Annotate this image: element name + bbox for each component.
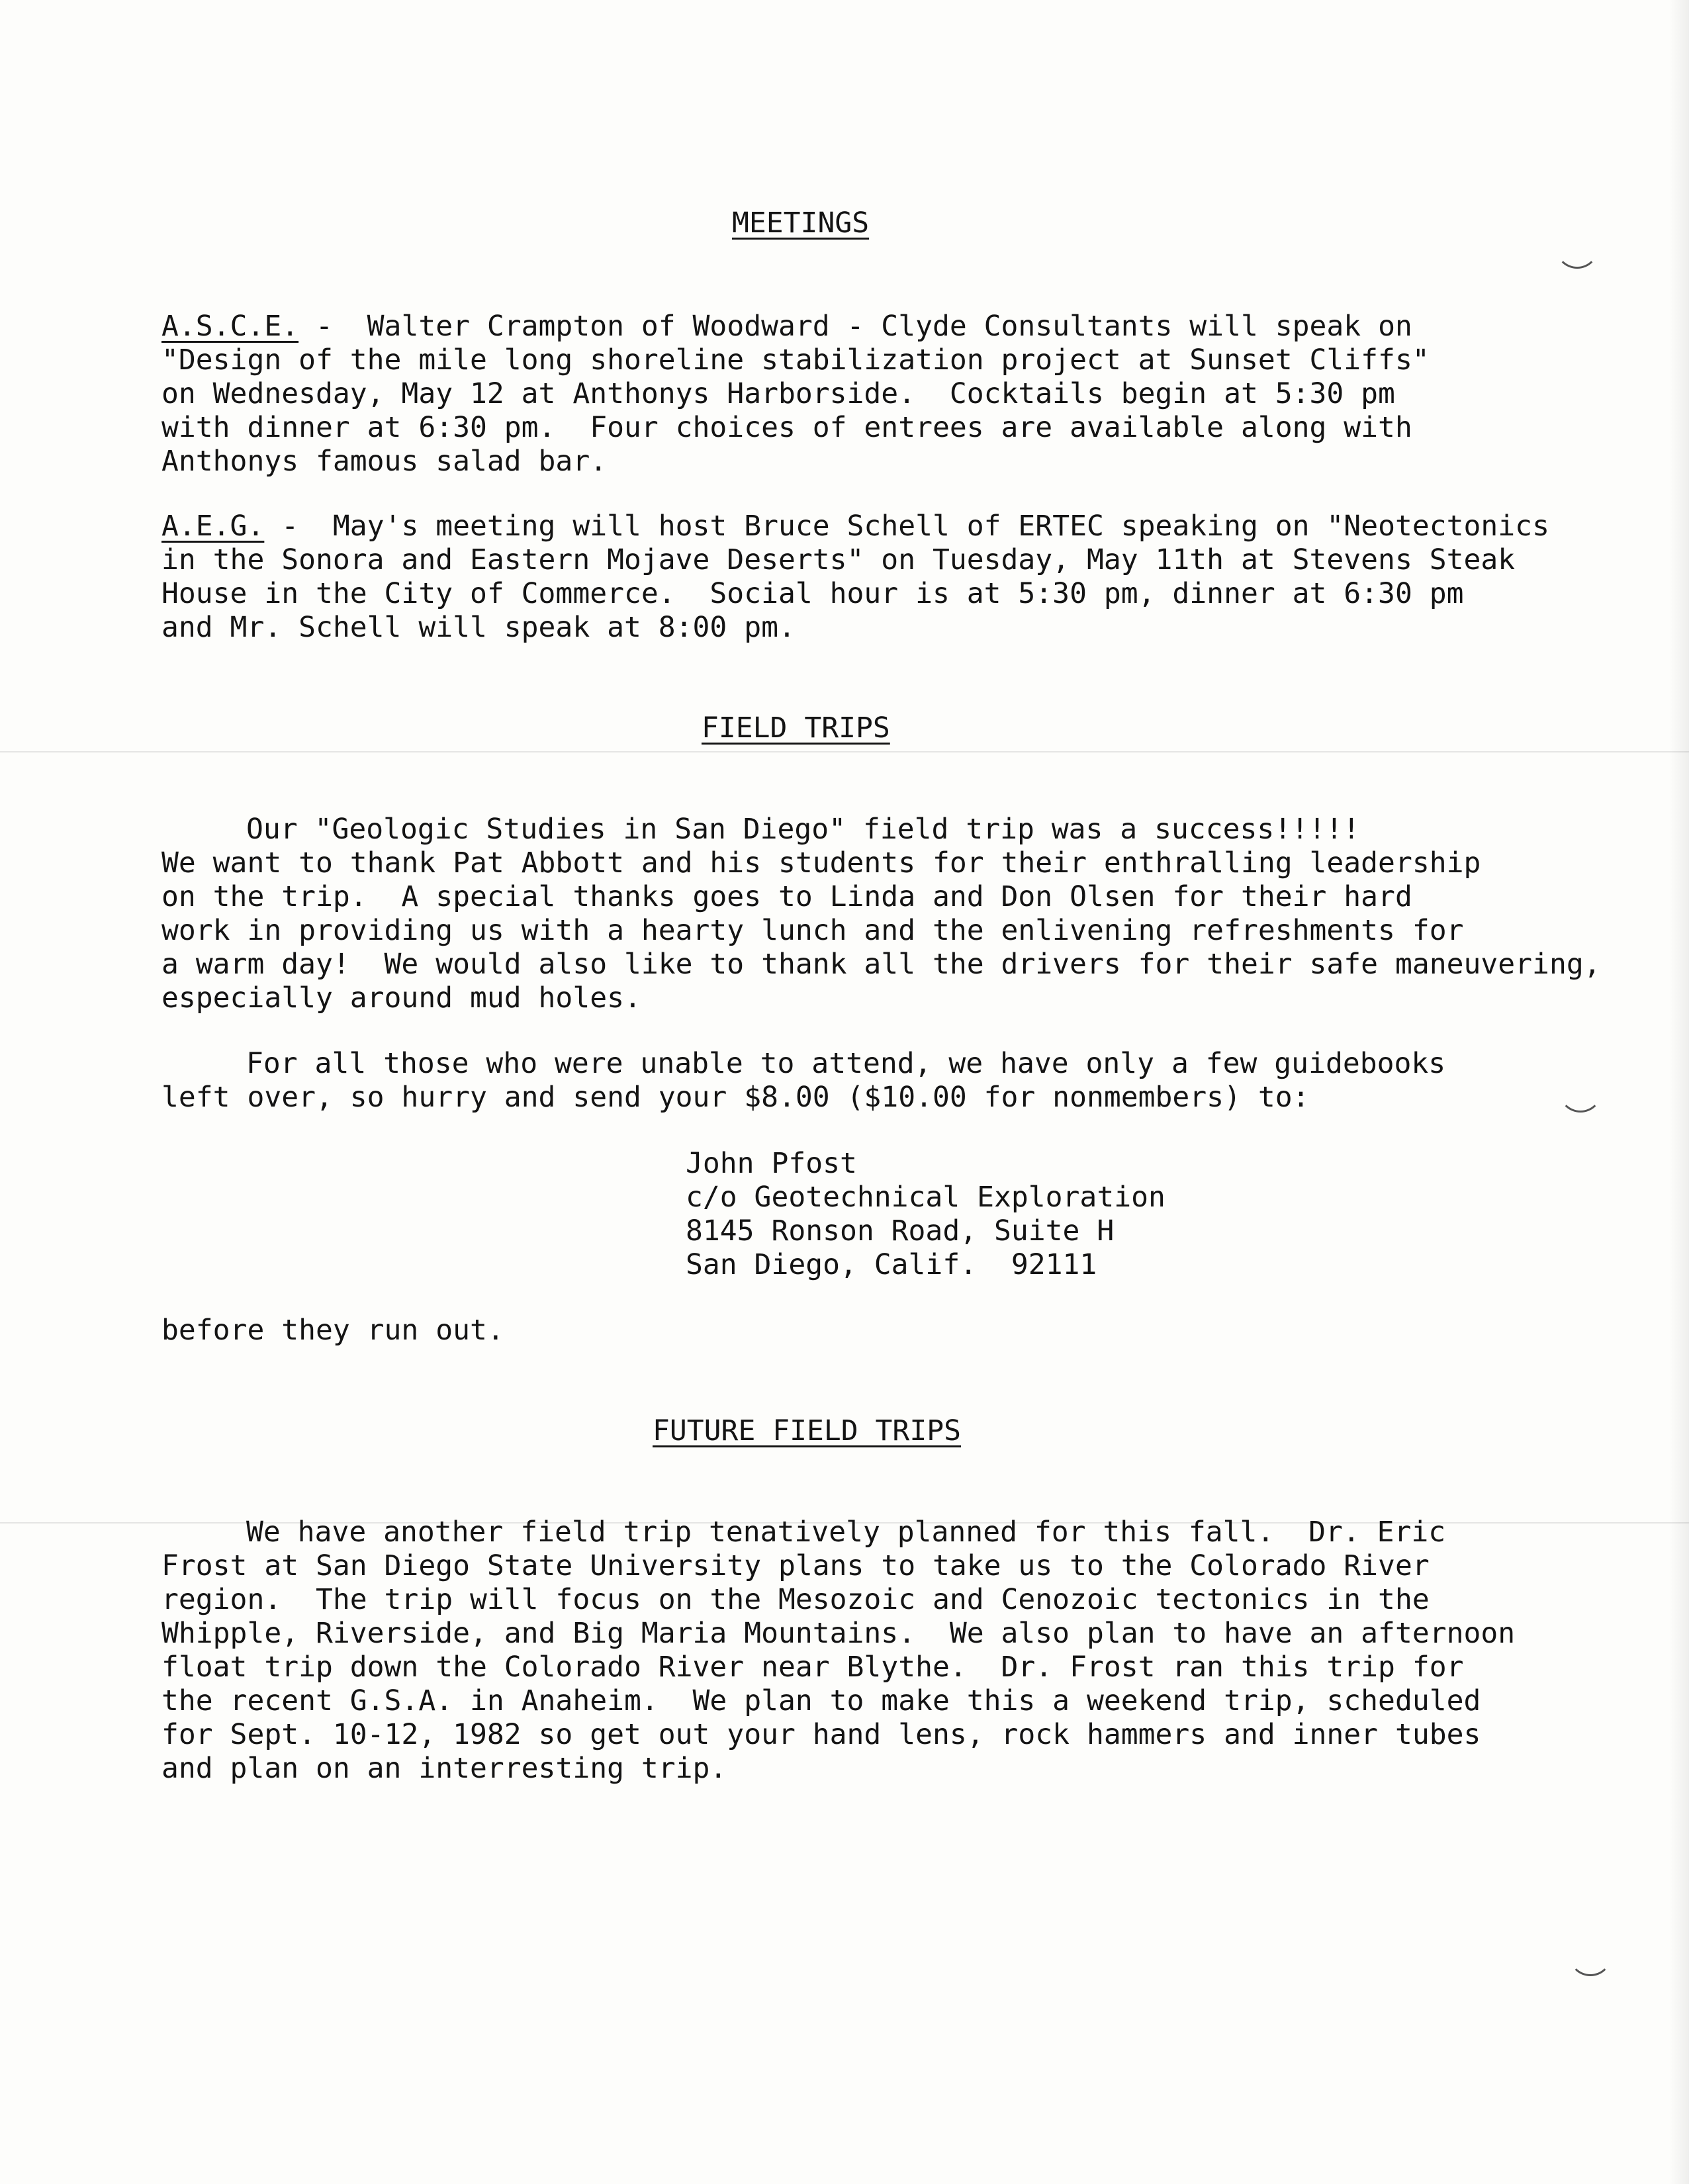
paragraph-line: We want to thank Pat Abbott and his students for their enthralling leadership bbox=[161, 846, 1481, 880]
paragraph-line: for Sept. 10-12, 1982 so get out your hand lens, rock hammers and inner tubes bbox=[161, 1718, 1481, 1751]
aeg-label: A.E.G. bbox=[161, 510, 265, 543]
address-line: San Diego, Calif. 92111 bbox=[686, 1248, 1097, 1281]
asce-line: with dinner at 6:30 pm. Four choices of entrees are available along with bbox=[161, 411, 1412, 444]
aeg-line: House in the City of Commerce. Social hour is at 5:30 pm, dinner at 6:30 pm bbox=[161, 577, 1464, 610]
asce-line: "Design of the mile long shoreline stabilization project at Sunset Cliffs" bbox=[161, 343, 1430, 377]
asce-line: on Wednesday, May 12 at Anthonys Harborside. Cocktails begin at 5:30 pm bbox=[161, 377, 1395, 410]
future-trip-paragraph bbox=[161, 1516, 1515, 1786]
guidebook-closing-line: before they run out. bbox=[161, 1314, 504, 1347]
paragraph-line: region. The trip will focus on the Mesozoic and Cenozoic tectonics in the bbox=[161, 1583, 1430, 1616]
asce-label: A.S.C.E. bbox=[161, 310, 299, 343]
paragraph-line: Whipple, Riverside, and Big Maria Mountains. We also plan to have an afternoon bbox=[161, 1617, 1516, 1650]
address-line: c/o Geotechnical Exploration bbox=[686, 1181, 1165, 1214]
paragraph-line: float trip down the Colorado River near Blythe. Dr. Frost ran this trip for bbox=[161, 1651, 1464, 1684]
meetings-heading: MEETINGS bbox=[732, 206, 870, 240]
future-field-trips-heading: FUTURE FIELD TRIPS bbox=[653, 1414, 961, 1447]
punch-hole-mark bbox=[1559, 1069, 1602, 1113]
aeg-meeting-block bbox=[161, 510, 1549, 645]
aeg-line: in the Sonora and Eastern Mojave Deserts" on Tuesday, May 11th at Stevens Steak bbox=[161, 543, 1516, 576]
paragraph-line: the recent G.S.A. in Anaheim. We plan to make this a weekend trip, scheduled bbox=[161, 1684, 1481, 1717]
paragraph-line: We have another field trip tenatively planned for this fall. Dr. Eric bbox=[246, 1516, 1446, 1549]
paragraph-line: left over, so hurry and send your $8.00 ($10.00 for nonmembers) to: bbox=[161, 1081, 1310, 1114]
paragraph-line: a warm day! We would also like to thank all the drivers for their safe maneuvering, bbox=[161, 948, 1601, 981]
page-edge-shadow bbox=[1669, 0, 1689, 2184]
asce-line: - Walter Crampton of Woodward - Clyde Consultants will speak on bbox=[298, 310, 1412, 343]
aeg-line: and Mr. Schell will speak at 8:00 pm. bbox=[161, 611, 796, 644]
punch-hole-mark bbox=[1555, 225, 1599, 269]
fold-line bbox=[0, 751, 1689, 752]
field-trip-thanks-paragraph bbox=[161, 813, 1601, 1015]
paragraph-line: For all those who were unable to attend, we have only a few guidebooks bbox=[246, 1047, 1446, 1080]
asce-meeting-block bbox=[161, 310, 1430, 478]
paragraph-line: Frost at San Diego State University plans to take us to the Colorado River bbox=[161, 1549, 1430, 1582]
paragraph-line: and plan on an interresting trip. bbox=[161, 1752, 727, 1785]
paragraph-line: especially around mud holes. bbox=[161, 981, 641, 1015]
paragraph-line: Our "Geologic Studies in San Diego" field trip was a success!!!!! bbox=[246, 813, 1360, 846]
field-trips-heading: FIELD TRIPS bbox=[702, 711, 890, 745]
mailing-address bbox=[686, 1147, 1165, 1282]
asce-line: Anthonys famous salad bar. bbox=[161, 445, 608, 478]
aeg-line: - May's meeting will host Bruce Schell of ERTEC speaking on "Neotectonics bbox=[264, 510, 1549, 543]
paragraph-line: work in providing us with a hearty lunch and the enlivening refreshments for bbox=[161, 914, 1464, 947]
paragraph-line: on the trip. A special thanks goes to Linda and Don Olsen for their hard bbox=[161, 880, 1412, 913]
address-line: John Pfost bbox=[686, 1147, 857, 1180]
punch-hole-mark bbox=[1569, 1933, 1612, 1976]
guidebook-paragraph bbox=[161, 1047, 1445, 1115]
address-line: 8145 Ronson Road, Suite H bbox=[686, 1214, 1115, 1248]
